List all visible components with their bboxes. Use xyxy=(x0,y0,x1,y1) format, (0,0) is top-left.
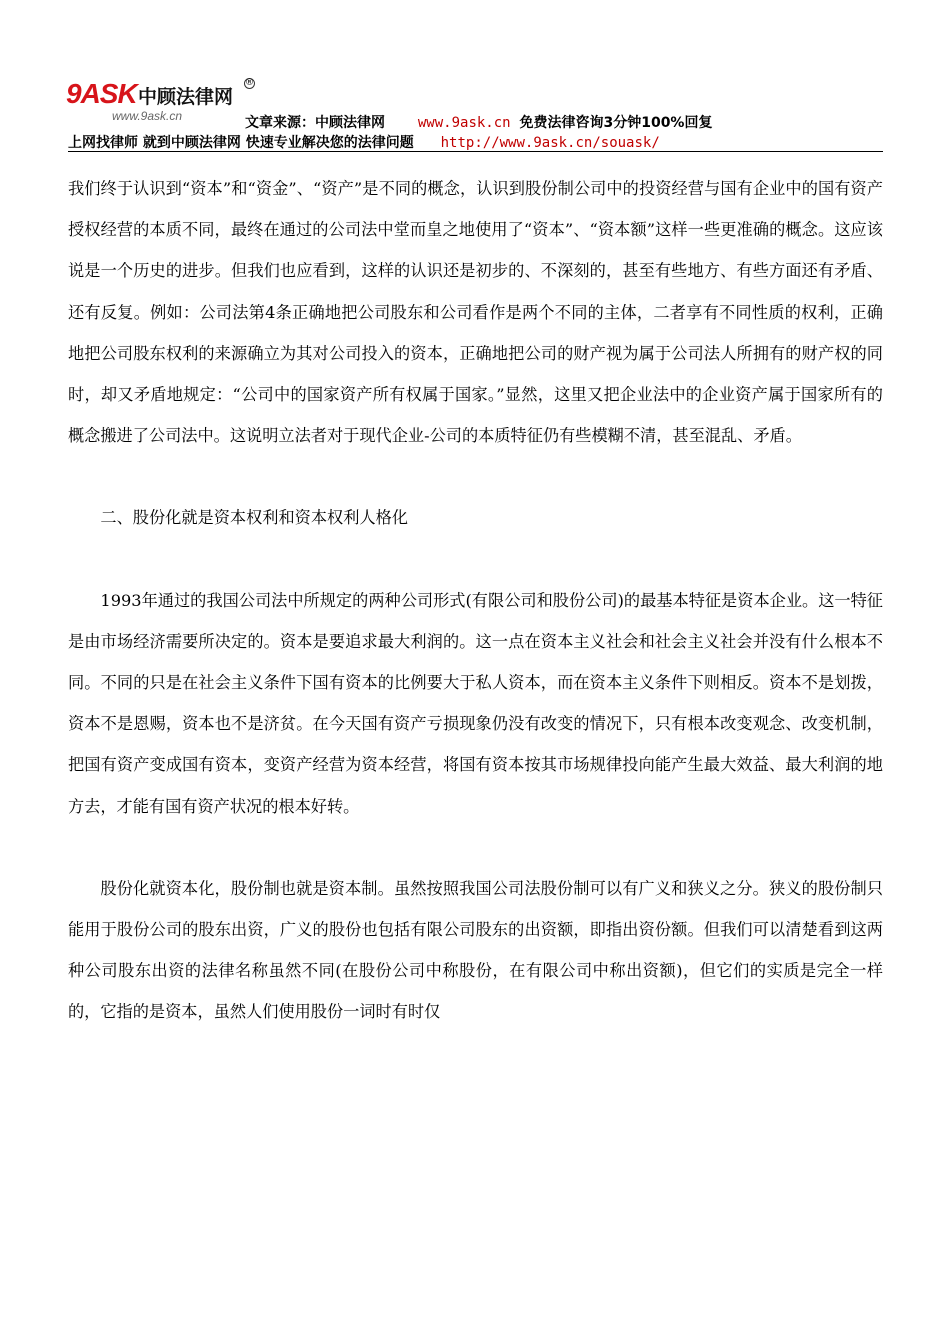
logo-name: 中顾法律网 xyxy=(138,86,234,108)
logo xyxy=(66,78,256,124)
registered-icon: ® xyxy=(245,78,254,88)
logo-mark: 9ASK xyxy=(66,78,137,109)
paragraph: 1993年通过的我国公司法中所规定的两种公司形式(有限公司和股份公司)的最基本特征是资本企业。这一特征是由市场经济需要所决定的。资本是要追求最大利润的。这一点在资本主义社会和社会主义社会并没有什么根本不同。不同的只是在社会主义条件下国有资本的比例要大于私人资本，而在资本主义条件下则相反。资本不是划拨，资本不是恩赐，资本也不是济贫。在今天国有资产亏损现象仍没有改变的情况下，只有根本改变观念、改变机制，把国有资产变成国有资本，变资产经营为资本经营，将国有资本按其市场规律投向能产生最大效益、最大利润的地方去，才能有国有资产状况的根本好转。 xyxy=(68,590,883,816)
souask-link[interactable]: http://www.9ask.cn/souask/ xyxy=(440,135,660,151)
section-heading: 二、股份化就是资本权利和资本权利人格化 xyxy=(100,508,408,528)
article-body xyxy=(68,168,883,1033)
header-source-line xyxy=(245,112,712,132)
promo-text: 免费法律咨询3分钟100%回复 xyxy=(519,115,713,131)
paragraph: 股份化就资本化，股份制也就是资本制。虽然按照我国公司法股份制可以有广义和狭义之分。狭义的股份制只能用于股份公司的股东出资，广义的股份也包括有限公司股东的出资额，即指出资份额。但我们可以清楚看到这两种公司股东出资的法律名称虽然不同(在股份公司中称股份，在有限公司中称出资额)，但它们的实质是完全一样的，它指的是资本，虽然人们使用股份一词时有时仅 xyxy=(68,878,883,1022)
paragraph: 我们终于认识到“资本”和“资金”、“资产”是不同的概念，认识到股份制公司中的投资经营与国有企业中的国有资产授权经营的本质不同，最终在通过的公司法中堂而皇之地使用了“资本”、“资本额”这样一些更准确的概念。这应该说是一个历史的进步。但我们也应看到，这样的认识还是初步的、不深刻的，甚至有些地方、有些方面还有矛盾、还有反复。例如：公司法第4条正确地把公司股东和公司看作是两个不同的主体，二者享有不同性质的权利，正确地把公司股东权利的来源确立为其对公司投入的资本，正确地把公司的财产视为属于公司法人所拥有的财产权的同时，却又矛盾地规定：“公司中的国家资产所有权属于国家。”显然，这里又把企业法中的企业资产属于国家所有的概念搬进了公司法中。这说明立法者对于现代企业-公司的本质特征仍有些模糊不清，甚至混乱、矛盾。 xyxy=(68,179,883,446)
tagline-text: 上网找律师 就到中顾法律网 快速专业解决您的法律问题 xyxy=(68,135,414,151)
header-tagline-line xyxy=(68,132,660,152)
source-label: 文章来源：中顾法律网 xyxy=(245,115,385,131)
site-link[interactable]: www.9ask.cn xyxy=(417,115,511,131)
logo-site: www.9ask.cn xyxy=(112,109,183,123)
header-divider xyxy=(68,151,883,152)
